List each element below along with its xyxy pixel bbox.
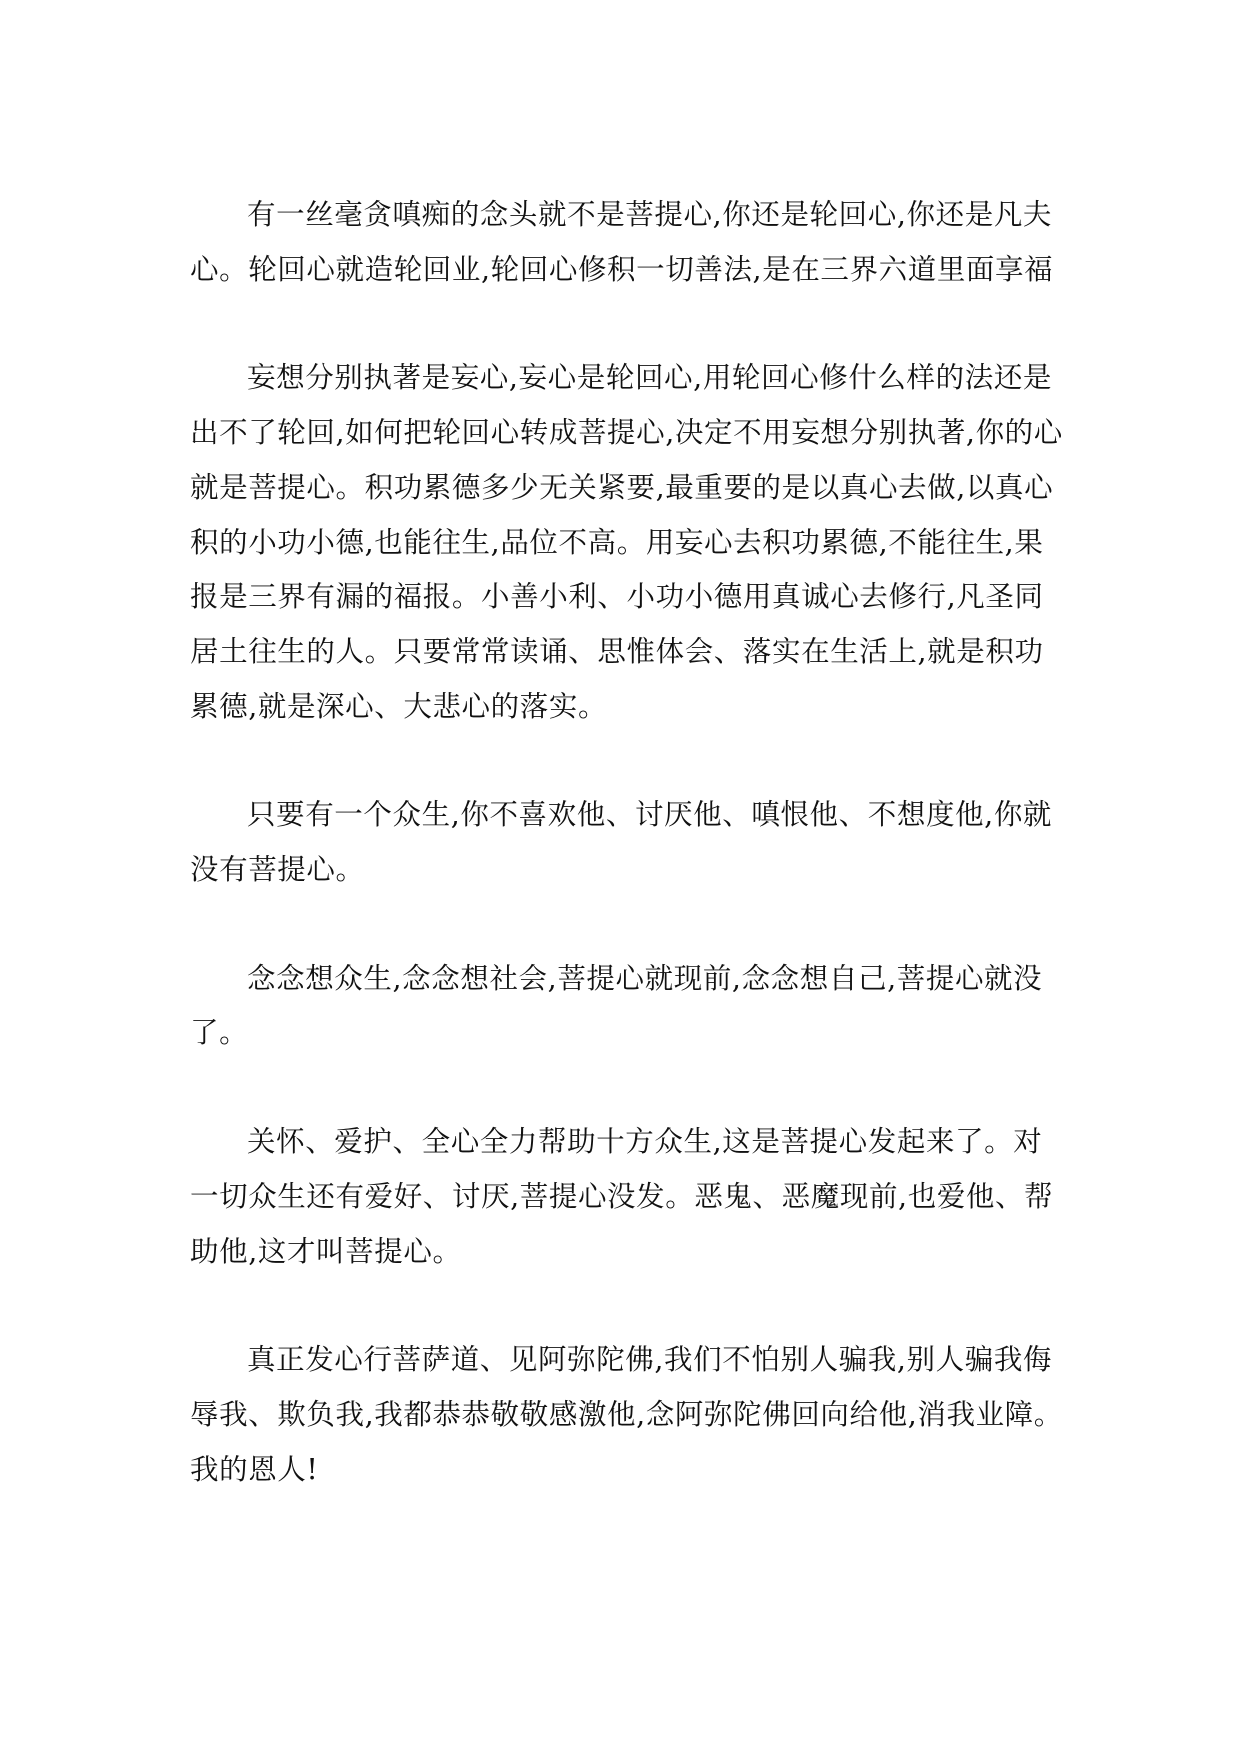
paragraph-5: 关怀、爱护、全心全力帮助十方众生,这是菩提心发起来了。对一切众生还有爱好、讨厌,菩提心没发。恶鬼、恶魔现前,也爱他、帮助他,这才叫菩提心。 bbox=[190, 1125, 1054, 1268]
paragraph-1: 有一丝毫贪嗔痴的念头就不是菩提心,你还是轮回心,你还是凡夫心。轮回心就造轮回业,轮回心修积一切善法,是在三界六道里面享福 bbox=[190, 198, 1054, 286]
paragraph-2: 妄想分别执著是妄心,妄心是轮回心,用轮回心修什么样的法还是出不了轮回,如何把轮回心转成菩提心,决定不用妄想分别执著,你的心就是菩提心。积功累德多少无关紧要,最重要的是以真心去做,以真心积的小功小德,也能往生,品位不高。用妄心去积功累德,不能往生,果报是三界有漏的福报。小善小利、小功小德用真诚心去修行,凡圣同居土往生的人。只要常常读诵、思惟体会、落实在生活上,就是积功累德,就是深心、大悲心的落实。 bbox=[190, 361, 1063, 723]
paragraph-4: 念念想众生,念念想社会,菩提心就现前,念念想自己,菩提心就没了。 bbox=[190, 961, 1043, 1050]
paragraph-3: 只要有一个众生,你不喜欢他、讨厌他、嗔恨他、不想度他,你就没有菩提心。 bbox=[190, 798, 1053, 887]
document-body bbox=[190, 188, 1065, 1497]
paragraph-6: 真正发心行菩萨道、见阿弥陀佛,我们不怕别人骗我,别人骗我侮辱我、欺负我,我都恭恭敬敬感激他,念阿弥陀佛回向给他,消我业障。我的恩人! bbox=[190, 1343, 1063, 1486]
